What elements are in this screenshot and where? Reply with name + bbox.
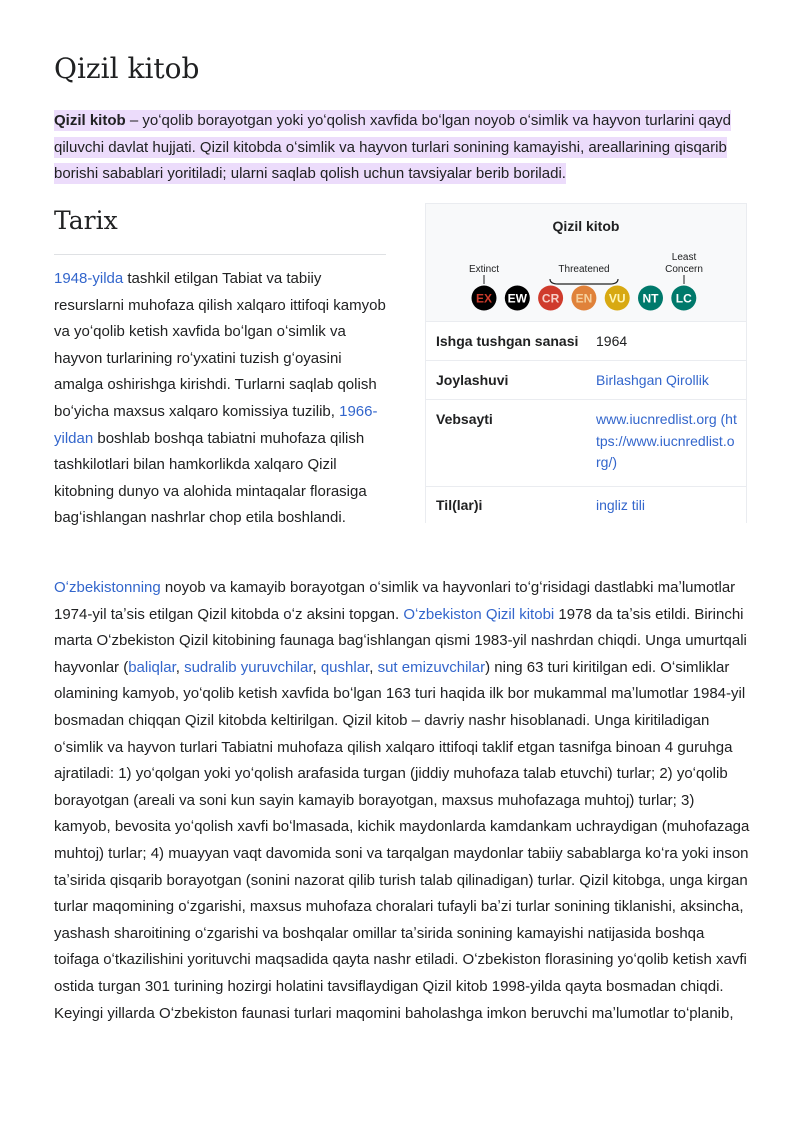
infobox-key: Vebsayti (436, 411, 493, 427)
paragraph-text: boshlab boshqa tabiatni muhofaza qilish tashkilotlari bilan hamkorlikda xalqaro Qizil kitobning dunyo va alohida mintaqalar florasiga bagʻishlangan nashrlar chop etila boshlandi. (54, 429, 367, 527)
history-paragraph-1 (54, 266, 386, 532)
history-paragraph-2 (54, 575, 750, 1027)
lead-text: – yoʻqolib borayotgan yoki yoʻqolish xavfida boʻlgan noyob oʻsimlik va hayvon turlarini qayd qiluvchi davlat hujjati. Qizil kitobda oʻsimlik va hayvon turlari sonining kamayishi, areallarining qisqarib borishi sabablari yoritiladi; ularni saqlab qolish uchun tavsiyalar berib boriladi. (54, 112, 732, 182)
lead-highlight (54, 110, 731, 184)
infobox-key: Ishga tushgan sanasi (436, 333, 579, 349)
separator: , (369, 658, 378, 676)
lead-term: Qizil kitob (54, 112, 126, 129)
status-code-ex: EX (475, 291, 493, 306)
link-qushlar[interactable]: qushlar (320, 658, 370, 676)
label-extinct: Extinct (468, 264, 500, 275)
paragraph-text: noyob va kamayib borayotgan oʻsimlik va hayvonlari toʻgʻrisidagi dastlabki maʼlumotlar 1974-yil taʼsis etilgan Qizil kitobda oʻz aksini topgan. (54, 579, 736, 623)
page-title: Qizil kitob (54, 52, 200, 85)
status-code-cr: CR (541, 291, 560, 306)
link-sudralib-yuruvchilar[interactable]: sudralib yuruvchilar (184, 658, 313, 676)
paragraph-text: tashkil etilgan Tabiat va tabiiy resurslarni muhofaza qilish xalqaro ittifoqi kamyob va yoʻqolib ketish xavfida boʻlgan oʻsimlik va hayvon turlarining roʻyxatini tuzish gʻoyasini amalga oshirishga kirishdi. Turlarni saqlab qolish boʻyicha maxsus xalqaro komissiya tuzilib, (54, 270, 386, 420)
infobox-website-link[interactable]: www.iucnredlist.org (https://www.iucnredlist.org/) (596, 411, 737, 470)
infobox-row-language (426, 486, 746, 523)
link-1966[interactable]: 1966-yildan (54, 402, 378, 447)
threatened-bracket (550, 279, 618, 284)
section-divider (54, 254, 386, 255)
conservation-status-diagram (426, 242, 748, 322)
link-ozbekistonning[interactable]: Oʻzbekistonning (54, 579, 161, 596)
section-heading-tarix: Tarix (54, 206, 118, 235)
infobox-row-location (426, 360, 746, 399)
status-code-ew: EW (507, 291, 527, 306)
infobox-language-link[interactable]: ingliz tili (596, 497, 646, 513)
link-ozbekiston-qizil-kitobi[interactable]: Oʻzbekiston Qizil kitobi (403, 605, 555, 623)
infobox-title: Qizil kitob (552, 218, 620, 234)
label-concern: Concern (665, 264, 703, 275)
lead-paragraph (54, 108, 750, 188)
infobox-location-link[interactable]: Birlashgan Qirollik (596, 372, 709, 388)
infobox-row-website (426, 399, 746, 486)
status-code-lc: LC (675, 291, 692, 306)
label-least: Least (671, 252, 697, 263)
infobox-key: Joylashuvi (436, 372, 509, 388)
infobox-value: 1964 (596, 333, 628, 349)
infobox-key: Til(lar)i (436, 497, 483, 513)
infobox (425, 203, 747, 523)
paragraph-text: 1978 da taʼsis etildi. Birinchi marta Oʻzbekiston Qizil kitobining faunaga bagʻishlangan qismi 1983-yil nashrdan chiqdi. Unga umurtqali hayvonlar ( (54, 605, 747, 676)
link-baliqlar[interactable]: baliqlar (128, 658, 176, 676)
status-code-vu: VU (608, 291, 626, 306)
status-code-en: EN (575, 291, 593, 306)
separator: , (312, 658, 321, 676)
paragraph-text: ) ning 63 turi kiritilgan edi. Oʻsimliklar olamining kamyob, yoʻqolib ketish xavfida boʻlgan 163 turi haqida ilk bor mukammal maʼlumotlar 1984-yil bosmadan chiqqan Qizil kitobda keltirilgan. Qizil kitob – davriy nashr hisoblanadi. Unga kiritiladigan oʻsimlik va hayvon turlari Tabiatni muhofaza qilish xalqaro ittifoqi taklif etgan tasnifga binoan 4 guruhga ajratiladi: 1) yoʻqolgan yoki yoʻqolish arafasida turgan (jiddiy muhofaza talab etuvchi) turlar; 2) yoʻqolib borayotgan (areali va soni kun sayin kamayib borayotgan, maxsus muhofazaga muhtoj) turlar; 3) kamyob, bevosita yoʻqolish xavfi boʻlmasada, kichik maydonlarda kamdankam uchraydigan (muhofazaga muhtoj) turlar; 4) muayyan vaqt davomida soni va tarqalgan maydonlar tabiiy sabablarga koʻra yoki inson taʼsirida qisqarib borayotgan (sonini nazorat qilib turish talab qilinadigan) turlar. Qizil kitobga, unga kirgan turlar maqomining oʻzgarishi, maxsus muhofaza choralari tufayli baʼzi turlar sonining tiklanishi, aksincha, yashash sharoitining oʻzgarishi va boshqalar omillar taʼsirida sonining kamayishi natijasida boshqa toifaga oʻtkazilishini yorituvchi maqsadida qayta nashr etiladi. Oʻzbekiston florasining yoʻqolib ketish xavfi ostida turgan 301 turining hozirgi holatini tavsiflaydigan Qizil kitob 1998-yilda qayta bosmadan chiqdi. Keyingi yillarda Oʻzbekiston faunasi turlari maqomini baholashga imkon beruvchi maʼlumotlar toʻplanib, (54, 658, 750, 1022)
status-circles (472, 286, 697, 311)
label-threatened: Threatened (558, 264, 610, 275)
infobox-row-launch-date (426, 321, 746, 360)
link-sut-emizuvchilar[interactable]: sut emizuvchilar (377, 658, 486, 676)
link-1948[interactable]: 1948-yilda (54, 270, 124, 287)
status-code-nt: NT (642, 291, 659, 306)
separator: , (175, 658, 185, 676)
